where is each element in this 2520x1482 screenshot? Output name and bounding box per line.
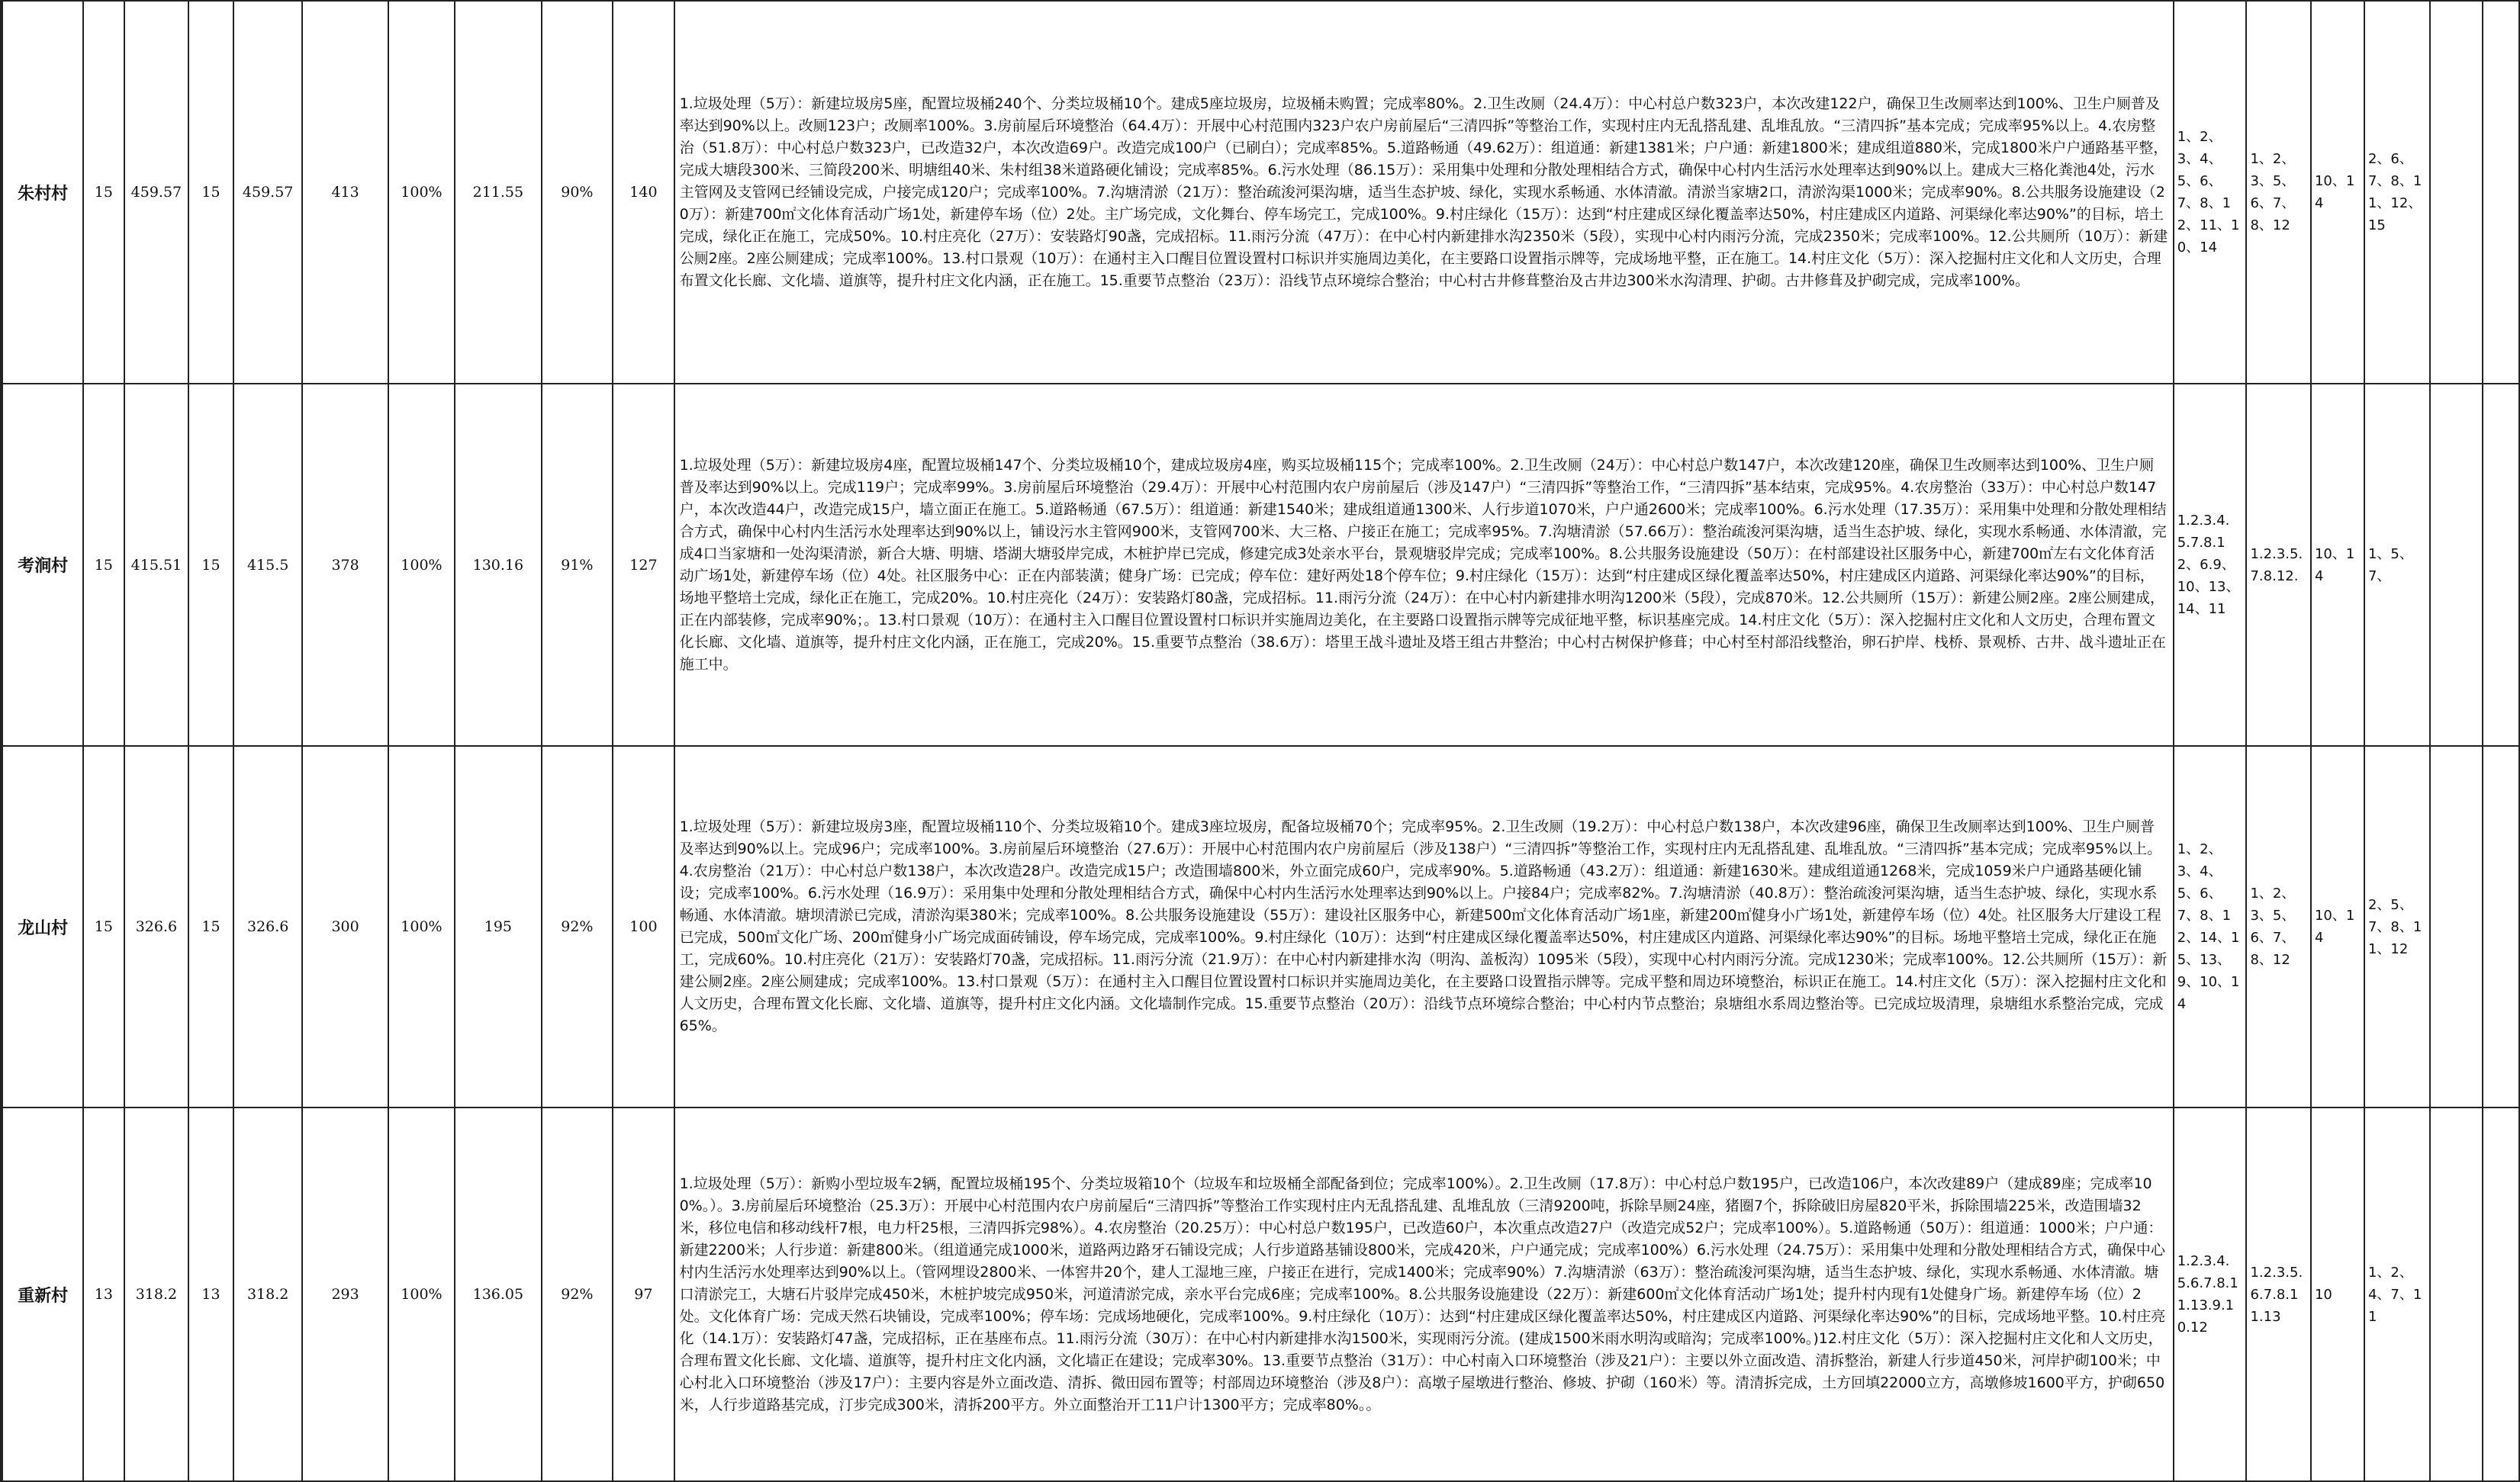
item-codes-cell[interactable]: 1.2.3.5.6.7.8.11.13: [2246, 1107, 2310, 1481]
project-detail-cell[interactable]: 1.垃圾处理（5万）：新购小型垃圾车2辆，配置垃圾桶195个、分类垃圾箱10个（垃圾车和垃圾桶全部配备到位；完成率100%）。2.卫生改厕（17.8万）：中心村总户数195户，已改造106户，本次改建89户（建成89座；完成率100%。）。3.房前屋后环境整治（25.3万）：开展中心村范围内农户房前屋后“三清四拆”等整治工作实现村庄内无乱搭乱建、乱堆乱放（三清9200吨，拆除旱厕24座，猪圈7个，拆除破旧房屋820平米，拆除围墙225米，改造围墙32米，移位电信和移动线杆7根，电力杆25根，三清四拆完98%）。4.农房整治（20.25万）：中心村总户数195户，已改造60户，本次重点改造27户（改造完成52户；完成率100%）。5.道路畅通（50万）：组道通：1000米；户户通：新建2200米；人行步道：新建800米。（组道通完成1000米，道路两边路牙石铺设完成；人行步道路基铺设800米，完成420米，户户通完成；完成率100%）6.污水处理（24.75万）：采用集中处理和分散处理相结合方式，确保中心村内生活污水处理率达到90%以上。（管网埋设2800米、一体窖井20个，建人工湿地三座，户接正在进行，完成1400米；完成率90%）7.沟塘清淤（63万）：整治疏浚河渠沟塘，适当生态护坡、绿化，实现水系畅通、水体清澈。塘口清淤完工，大塘石片驳岸完成450米，木桩护坡完成950米，河道清淤完成，亲水平台完成6座；完成率100%。8.公共服务设施建设（22万）：新建600㎡文化体育活动广场1处；提升村内现有1处健身广场。新建停车场（位）2处。文化体育广场：完成天然石块铺设，完成率100%；停车场：完成场地硬化，完成率100%。9.村庄绿化（10万）：达到“村庄建成区绿化覆盖率达50%，村庄建成区内道路、河渠绿化率达90%”的目标，完成场地平整。10.村庄亮化（14.1万）：安装路灯47盏，完成招标，正在基座布点。11.雨污分流（30万）：在中心村内新建排水沟1500米，实现雨污分流。(建成1500米雨水明沟或暗沟；完成率100%。)12.村庄文化（5万）：深入挖掘村庄文化和人文历史，合理布置文化长廊、文化墙、道旗等，提升村庄文化内涵，文化墙正在建设；完成率30%。13.重要节点整治（31万）：中心村南入口环境整治（涉及21户）：主要以外立面改造、清拆整治，新建人行步道450米，河岸护砌100米；中心村北入口环境整治（涉及17户）：主要内容是外立面改造、清拆、微田园布置等；村部周边环境整治（涉及8户）：高墩子屋墩进行整治、修坡、护砌（160米）等。清清拆完成，土方回填22000立方，高墩修坡1600平方，护砌650米，人行步道路基完成，汀步完成300米，清拆200平方。外立面整治开工11户计1300平方；完成率80%。。: [674, 1107, 2174, 1481]
numeric-cell[interactable]: 13: [188, 1107, 233, 1481]
numeric-cell[interactable]: 378: [302, 384, 388, 746]
project-detail-cell[interactable]: 1.垃圾处理（5万）：新建垃圾房5座，配置垃圾桶240个、分类垃圾桶10个。建成5座垃圾房，垃圾桶未购置；完成率80%。2.卫生改厕（24.4万）：中心村总户数323户，本次改建122户，确保卫生改厕率达到100%、卫生户厕普及率达到90%以上。改厕123户；改厕率100%。3.房前屋后环境整治（64.4万）：开展中心村范围内323户农户房前屋后“三清四拆”等整治工作，实现村庄内无乱搭乱建、乱堆乱放。“三清四拆”基本完成；完成率95%以上。4.农房整治（51.8万）：中心村总户数323户，已改造32户，本次改造69户。改造完成100户（已刷白）；完成率85%。5.道路畅通（49.62万）：组道通：新建1381米；户户通：新建1800米；建成组道880米，完成1800米户户通路基平整，完成大塘段300米、三简段200米、明塘组40米、朱村组38米道路硬化铺设；完成率85%。6.污水处理（86.15万）：采用集中处理和分散处理相结合方式，确保中心村内生活污水处理率达到90%以上。建成大三格化粪池4处，污水主管网及支管网已经铺设完成，户接完成120户；完成率100%。7.沟塘清淤（21万）：整治疏浚河渠沟塘，适当生态护坡、绿化，实现水系畅通、水体清澈。清淤当家塘2口，清淤沟渠1000米；完成率90%。8.公共服务设施建设（20万）：新建700㎡文化体育活动广场1处，新建停车场（位）2处。主广场完成，文化舞台、停车场完工，完成100%。9.村庄绿化（15万）：达到“村庄建成区绿化覆盖率达50%，村庄建成区内道路、河渠绿化率达90%”的目标，培土完成，绿化正在施工，完成50%。10.村庄亮化（27万）：安装路灯90盏，完成招标。11.雨污分流（47万）：在中心村内新建排水沟2350米（5段），实现中心村内雨污分流，完成2350米；完成率100%。12.公共厕所（10万）：新建公厕2座。2座公厕建成；完成率100%。13.村口景观（10万）：在通村主入口醒目位置设置村口标识并实施周边美化，在主要路口设置指示牌等，完成场地平整，正在施工。14.村庄文化（5万）：深入挖掘村庄文化和人文历史，合理布置文化长廊、文化墙、道旗等，提升村庄文化内涵，正在施工。15.重要节点整治（23万）：沿线节点环境综合整治；中心村古井修葺整治及古井边300米水沟清理、护砌。古井修葺及护砌完成，完成率100%。: [674, 1, 2174, 384]
empty-cell[interactable]: [2430, 1, 2483, 384]
numeric-cell[interactable]: 92%: [542, 746, 613, 1107]
empty-cell[interactable]: [2430, 746, 2483, 1107]
numeric-cell[interactable]: 326.6: [124, 746, 188, 1107]
numeric-cell[interactable]: 100%: [388, 746, 455, 1107]
empty-cell[interactable]: [2430, 1107, 2483, 1481]
numeric-cell[interactable]: 130.16: [455, 384, 541, 746]
numeric-cell[interactable]: 195: [455, 746, 541, 1107]
numeric-cell[interactable]: 318.2: [233, 1107, 303, 1481]
numeric-cell[interactable]: 100%: [388, 1107, 455, 1481]
village-name-cell[interactable]: 重新村: [2, 1107, 83, 1481]
item-codes-cell[interactable]: 1、2、3、4、5、6、7、8、12、14、15、13、9、10、14: [2174, 746, 2247, 1107]
numeric-cell[interactable]: 15: [188, 746, 233, 1107]
numeric-cell[interactable]: 136.05: [455, 1107, 541, 1481]
empty-cell[interactable]: [2483, 1107, 2519, 1481]
numeric-cell[interactable]: 459.57: [233, 1, 303, 384]
table-row: [1, 1107, 2519, 1481]
item-codes-cell[interactable]: 10、14: [2311, 746, 2364, 1107]
numeric-cell[interactable]: 300: [302, 746, 388, 1107]
item-codes-cell[interactable]: 1、2、4、7、11: [2364, 1107, 2431, 1481]
item-codes-cell[interactable]: 1.2.3.4.5.7.8.12、6.9、10、13、14、11: [2174, 384, 2247, 746]
village-name-cell[interactable]: 龙山村: [2, 746, 83, 1107]
item-codes-cell[interactable]: 2、5、7、8、11、12: [2364, 746, 2431, 1107]
numeric-cell[interactable]: 100%: [388, 1, 455, 384]
item-codes-cell[interactable]: 1.2.3.4.5.6.7.8.11.13.9.10.12: [2174, 1107, 2247, 1481]
numeric-cell[interactable]: 415.5: [233, 384, 303, 746]
item-codes-cell[interactable]: 10: [2311, 1107, 2364, 1481]
item-codes-cell[interactable]: 1、5、7、: [2364, 384, 2431, 746]
item-codes-cell[interactable]: 10、14: [2311, 384, 2364, 746]
numeric-cell[interactable]: 415.51: [124, 384, 188, 746]
item-codes-cell[interactable]: 1.2.3.5.7.8.12.: [2246, 384, 2310, 746]
table-row: [1, 384, 2519, 746]
item-codes-cell[interactable]: 1、2、3、5、6、7、8、12: [2246, 746, 2310, 1107]
item-codes-cell[interactable]: 1、2、3、4、5、6、7、8、12、11、10、14: [2174, 1, 2247, 384]
numeric-cell[interactable]: 318.2: [124, 1107, 188, 1481]
empty-cell[interactable]: [2483, 384, 2519, 746]
numeric-cell[interactable]: 91%: [542, 384, 613, 746]
numeric-cell[interactable]: 211.55: [455, 1, 541, 384]
numeric-cell[interactable]: 459.57: [124, 1, 188, 384]
table-row: [1, 1, 2519, 384]
numeric-cell[interactable]: 97: [613, 1107, 674, 1481]
numeric-cell[interactable]: 13: [83, 1107, 124, 1481]
numeric-cell[interactable]: 326.6: [233, 746, 303, 1107]
numeric-cell[interactable]: 100%: [388, 384, 455, 746]
numeric-cell[interactable]: 15: [188, 1, 233, 384]
numeric-cell[interactable]: 15: [83, 746, 124, 1107]
numeric-cell[interactable]: 127: [613, 384, 674, 746]
numeric-cell[interactable]: 15: [83, 384, 124, 746]
item-codes-cell[interactable]: 10、14: [2311, 1, 2364, 384]
numeric-cell[interactable]: 140: [613, 1, 674, 384]
table-row: [1, 746, 2519, 1107]
village-name-cell[interactable]: 朱村村: [2, 1, 83, 384]
project-detail-cell[interactable]: 1.垃圾处理（5万）：新建垃圾房3座，配置垃圾桶110个、分类垃圾箱10个。建成3座垃圾房，配备垃圾桶70个；完成率95%。2.卫生改厕（19.2万）：中心村总户数138户，本次改建96座，确保卫生改厕率达到100%、卫生户厕普及率达到90%以上。完成96户；完成率100%。3.房前屋后环境整治（27.6万）：开展中心村范围内农户房前屋后（涉及138户）“三清四拆”等整治工作，实现村庄内无乱搭乱建、乱堆乱放。“三清四拆”基本完成；完成率95%以上。4.农房整治（21万）：中心村总户数138户，本次改造28户。改造完成15户；改造围墙800米，外立面完成60户，完成率90%。5.道路畅通（43.2万）：组道通：新建1630米。建成组道通1268米，完成1059米户户通路基硬化铺设；完成率100%。6.污水处理（16.9万）：采用集中处理和分散处理相结合方式，确保中心村内生活污水处理率达到90%以上。户接84户；完成率82%。7.沟塘清淤（40.8万）：整治疏浚河渠沟塘，适当生态护坡、绿化，实现水系畅通、水体清澈。塘坝清淤已完成，清淤沟渠380米；完成率100%。8.公共服务设施建设（55万）：建设社区服务中心，新建500㎡文化体育活动广场1座，新建200㎡健身小广场1处，新建停车场（位）4处。社区服务大厅建设工程已完成，500㎡文化广场、200㎡健身小广场完成面砖铺设，停车场完成，完成率100%。9.村庄绿化（10万）：达到“村庄建成区绿化覆盖率达50%，村庄建成区内道路、河渠绿化率达90%”的目标。场地平整培土完成，绿化正在施工，完成60%。10.村庄亮化（21万）：安装路灯70盏，完成招标。11.雨污分流（21.9万）：在中心村内新建排水沟（明沟、盖板沟）1095米（5段），实现中心村内雨污分流。完成1230米；完成率100%。12.公共厕所（15万）：新建公厕2座。2座公厕建成；完成率100%。13.村口景观（5万）：在通村主入口醒目位置设置村口标识并实施周边美化，在主要路口设置指示牌等。完成平整和周边环境整治，标识正在施工。14.村庄文化（5万）：深入挖掘村庄文化和人文历史，合理布置文化长廊、文化墙、道旗等，提升村庄文化内涵。文化墙制作完成。15.重要节点整治（20万）：沿线节点环境综合整治；中心村内节点整治；泉塘组水系周边整治等。已完成垃圾清理，泉塘组水系整治完成，完成65%。: [674, 746, 2174, 1107]
village-name-cell[interactable]: 考涧村: [2, 384, 83, 746]
numeric-cell[interactable]: 92%: [542, 1107, 613, 1481]
numeric-cell[interactable]: 15: [188, 384, 233, 746]
numeric-cell[interactable]: 100: [613, 746, 674, 1107]
empty-cell[interactable]: [2483, 1, 2519, 384]
empty-cell[interactable]: [2483, 746, 2519, 1107]
numeric-cell[interactable]: 15: [83, 1, 124, 384]
numeric-cell[interactable]: 413: [302, 1, 388, 384]
numeric-cell[interactable]: 293: [302, 1107, 388, 1481]
project-detail-cell[interactable]: 1.垃圾处理（5万）：新建垃圾房4座，配置垃圾桶147个、分类垃圾桶10个，建成垃圾房4座，购买垃圾桶115个；完成率100%。2.卫生改厕（24万）：中心村总户数147户，本次改建120座，确保卫生改厕率达到100%、卫生户厕普及率达到90%以上。完成119户；完成率99%。3.房前屋后环境整治（29.4万）：开展中心村范围内农户房前屋后（涉及147户）“三清四拆”等整治工作，“三清四拆”基本结束，完成95%。4.农房整治（33万）：中心村总户数147户，本次改造44户，改造完成15户，墙立面正在施工。5.道路畅通（67.5万）：组道通：新建1540米；建成组道通1300米、人行步道1070米，户户通2600米；完成率100%。6.污水处理（17.35万）：采用集中处理和分散处理相结合方式，确保中心村内生活污水处理率达到90%以上，铺设污水主管网900米，支管网700米、大三格、户接正在施工；完成率95%。7.沟塘清淤（57.66万）：整治疏浚河渠沟塘，适当生态护坡、绿化，实现水系畅通、水体清澈，完成4口当家塘和一处沟渠清淤，新合大塘、明塘、塔湖大塘驳岸完成，木桩护岸已完成，修建完成3处亲水平台，景观塘驳岸完成；完成率100%。8.公共服务设施建设（50万）：在村部建设社区服务中心，新建700㎡左右文化体育活动广场1处，新建停车场（位）4处。社区服务中心：正在内部装潢；健身广场：已完成；停车位：建好两处18个停车位；9.村庄绿化（15万）：达到“村庄建成区绿化覆盖率达50%，村庄建成区内道路、河渠绿化率达90%”的目标，场地平整培土完成，绿化正在施工，完成20%。10.村庄亮化（24万）：安装路灯80盏，完成招标。11.雨污分流（24万）：在中心村内新建排水明沟1200米（5段），完成870米。12.公共厕所（15万）：新建公厕2座。2座公厕建成，正在内部装修，完成率90%；。13.村口景观（10万）：在通村主入口醒目位置设置村口标识并实施周边美化，在主要路口设置指示牌等完成征地平整，标识基座完成。14.村庄文化（5万）：深入挖掘村庄文化和人文历史，合理布置文化长廊、文化墙、道旗等，提升村庄文化内涵，正在施工，完成20%。15.重要节点整治（38.6万）：塔里王战斗遗址及塔王组古井整治；中心村古树保护修葺；中心村至村部沿线整治，卵石护岸、栈桥、景观桥、古井、战斗遗址正在施工中。: [674, 384, 2174, 746]
item-codes-cell[interactable]: 1、2、3、5、6、7、8、12: [2246, 1, 2310, 384]
numeric-cell[interactable]: 90%: [542, 1, 613, 384]
item-codes-cell[interactable]: 2、6、7、8、11、12、15: [2364, 1, 2431, 384]
empty-cell[interactable]: [2430, 384, 2483, 746]
